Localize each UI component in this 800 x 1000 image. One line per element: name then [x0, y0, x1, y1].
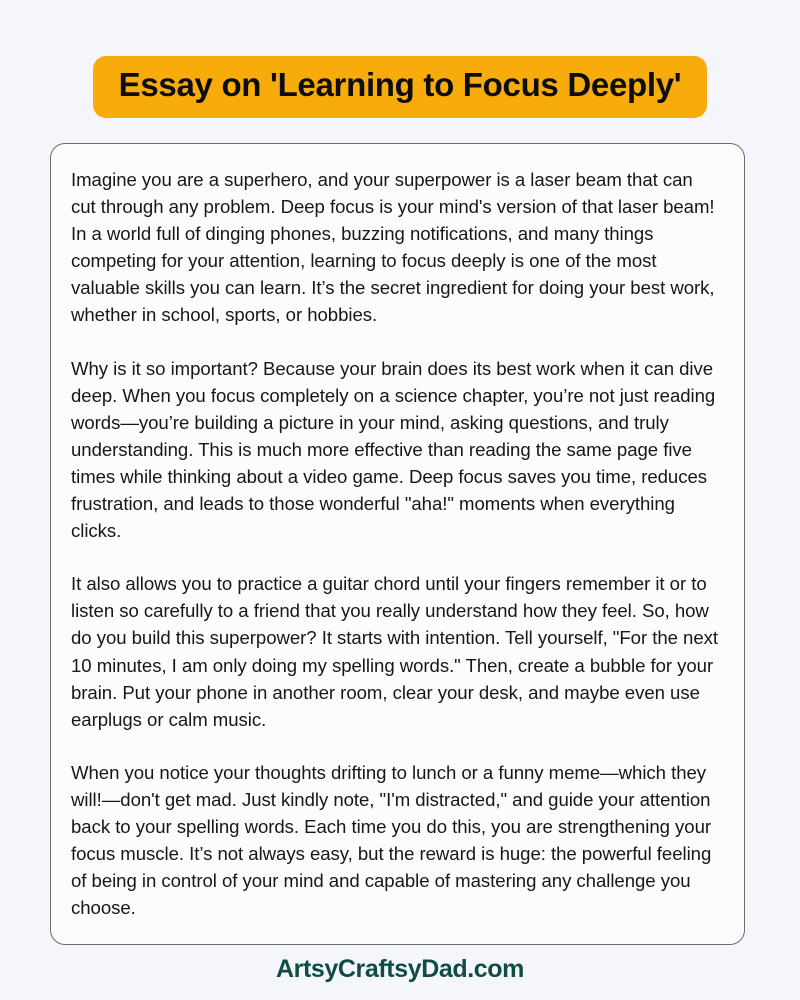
- title-badge: [93, 56, 708, 118]
- essay-paragraph-4: When you notice your thoughts drifting to lunch or a funny meme—which they will!—don't get mad. Just kindly note, "I'm distracted," and guide your attention back to your spelling words. Each time you do this, you are strengthening your focus muscle. It’s not always easy, but the reward is huge: the powerful feeling of being in control of your mind and capable of mastering any challenge you choose.: [71, 761, 712, 919]
- page-title: Essay on 'Learning to Focus Deeply': [118, 66, 682, 103]
- title-banner: [0, 56, 800, 118]
- essay-paragraph-3: It also allows you to practice a guitar chord until your fingers remember it or to listen so carefully to a friend that you really understand how they feel. So, how do you build this superpower? It starts with intention. Tell yourself, "For the next 10 minutes, I am only doing my spelling words." Then, create a bubble for your brain. Put your phone in another room, clear your desk, and maybe even use earplugs or calm music.: [71, 573, 718, 730]
- essay-paragraph-1: Imagine you are a superhero, and your superpower is a laser beam that can cut through any problem. Deep focus is your mind's version of that laser beam! In a world full of dinging phones, buzzing notifications, and many things competing for your attention, learning to focus deeply is one of the most valuable skills you can learn. It’s the secret ingredient for doing your best work, whether in school, sports, or hobbies.: [71, 169, 715, 326]
- essay-paragraph-2: Why is it so important? Because your brain does its best work when it can dive deep. When you focus completely on a science chapter, you’re not just reading words—you’re building a picture in your mind, asking questions, and truly understanding. This is much more effective than reading the same page five times while thinking about a video game. Deep focus saves you time, reduces frustration, and leads to those wonderful "aha!" moments when everything clicks.: [71, 357, 716, 542]
- footer: [0, 955, 800, 984]
- essay-body: [71, 166, 722, 921]
- brand-watermark: ArtsyCraftsyDad.com: [275, 955, 525, 983]
- essay-card: [50, 143, 745, 945]
